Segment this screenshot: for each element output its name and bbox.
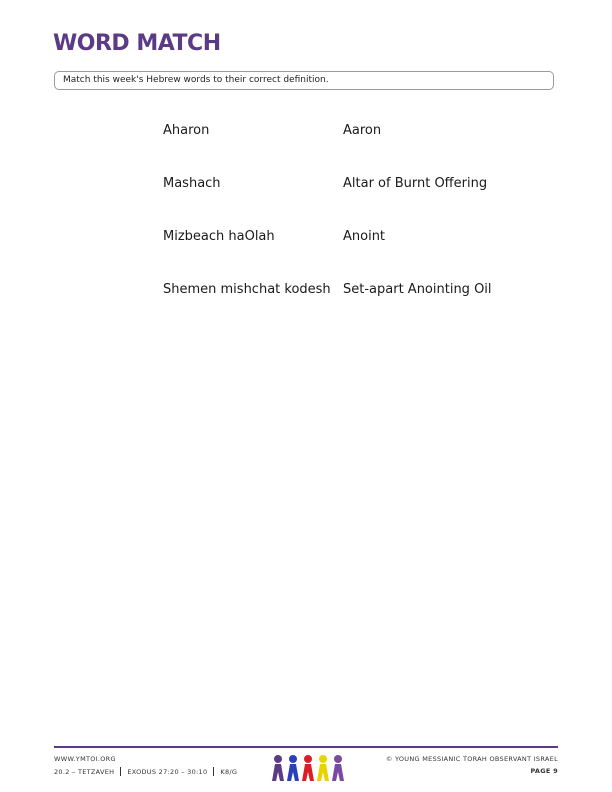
logo-figure-head bbox=[304, 755, 312, 763]
footer-copyright: © YOUNG MESSIANIC TORAH OBSERVANT ISRAEL bbox=[385, 755, 558, 763]
logo-figure-body bbox=[317, 764, 329, 781]
definition: Set-apart Anointing Oil bbox=[343, 282, 492, 297]
page-title: WORD MATCH bbox=[53, 31, 221, 56]
word-match-list bbox=[163, 123, 543, 335]
logo-figure-head bbox=[334, 755, 342, 763]
logo-figure-head bbox=[319, 755, 327, 763]
hebrew-term: Aharon bbox=[163, 123, 210, 138]
footer-level: K8/G bbox=[220, 768, 238, 776]
word-pair bbox=[163, 229, 543, 282]
logo-figure-head bbox=[274, 755, 282, 763]
word-pair bbox=[163, 282, 543, 335]
footer-divider bbox=[54, 746, 558, 748]
logo-figure-head bbox=[289, 755, 297, 763]
logo-figure-body bbox=[332, 764, 344, 781]
word-pair bbox=[163, 123, 543, 176]
hebrew-term: Shemen mishchat kodesh bbox=[163, 282, 331, 297]
instructions-box: Match this week's Hebrew words to their correct definition. bbox=[54, 71, 554, 90]
logo-figure-body bbox=[302, 764, 314, 781]
footer-separator bbox=[120, 767, 121, 776]
definition: Altar of Burnt Offering bbox=[343, 176, 488, 191]
footer-website: WWW.YMTOI.ORG bbox=[54, 755, 116, 763]
definition: Anoint bbox=[343, 229, 386, 244]
footer-separator bbox=[213, 767, 214, 776]
word-pair bbox=[163, 176, 543, 229]
hebrew-term: Mashach bbox=[163, 176, 221, 191]
page-number: PAGE 9 bbox=[530, 767, 558, 775]
ymtoi-logo-icon bbox=[268, 750, 348, 782]
logo-figure-body bbox=[272, 764, 284, 781]
footer-passage: EXODUS 27:20 – 30:10 bbox=[127, 768, 208, 776]
footer-lesson-info bbox=[54, 767, 237, 776]
footer-lesson: 20.2 – TETZAVEH bbox=[54, 768, 115, 776]
definition: Aaron bbox=[343, 123, 382, 138]
logo-figure-body bbox=[287, 764, 299, 781]
hebrew-term: Mizbeach haOlah bbox=[163, 229, 275, 244]
